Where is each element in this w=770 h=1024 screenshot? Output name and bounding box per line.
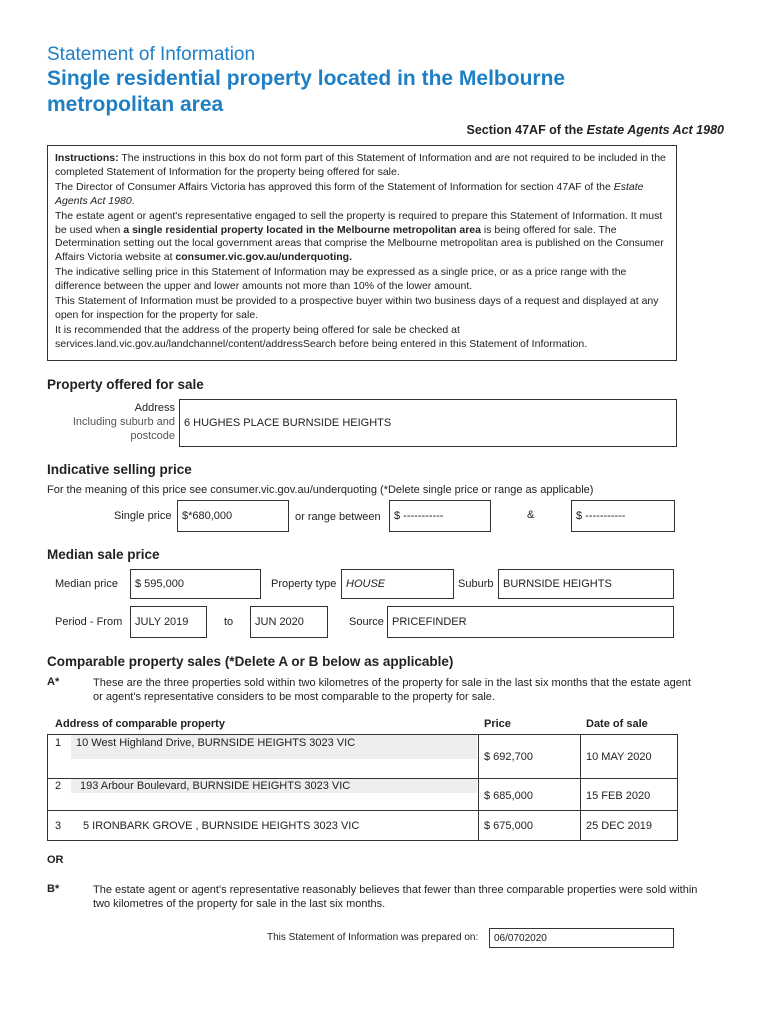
comparable-address-1[interactable]: 10 West Highland Drive, BURNSIDE HEIGHTS 3023 VIC — [76, 737, 356, 749]
range-ampersand: & — [527, 509, 535, 521]
range-high-field[interactable]: $ ----------- — [571, 500, 675, 532]
table-right-line — [677, 734, 678, 841]
property-address-field[interactable]: 6 HUGHES PLACE BURNSIDE HEIGHTS — [179, 399, 677, 447]
prepared-label: This Statement of Information was prepared on: — [267, 932, 479, 943]
option-a-text: These are the three properties sold within two kilometres of the property for sale in the last six months that the estate agent or agent's representative considers to be most comparable to the property for sale. — [93, 677, 691, 703]
comparable-price-2[interactable]: $ 685,000 — [484, 790, 533, 802]
suburb-label: Suburb — [458, 578, 494, 590]
indicative-note: For the meaning of this price see consumer.vic.gov.au/underquoting (*Delete single price or range as applicable) — [47, 484, 594, 496]
underquoting-link[interactable]: consumer.vic.gov.au/underquoting. — [175, 250, 352, 263]
table-left-line — [47, 734, 48, 841]
row-number: 1 — [55, 737, 62, 749]
comparable-price-1[interactable]: $ 692,700 — [484, 751, 533, 763]
comparable-heading: Comparable property sales (*Delete A or B below as applicable) — [47, 654, 454, 669]
instructions-approval: The Director of Consumer Affairs Victoria has approved this form of the Statement of Information for section 47AF of the Estate Agents Act 1980. — [55, 181, 644, 207]
source-label: Source — [349, 616, 384, 628]
or-label: OR — [47, 854, 64, 866]
form-subtitle: Statement of Information — [47, 44, 256, 65]
option-b-text: The estate agent or agent's representative reasonably believes that fewer than three comparable properties were sold within two kilometres of the property for sale in the last six months. — [93, 884, 698, 910]
instructions-usage: The estate agent or agent's representative engaged to sell the property is required to prepare this Statement of Information. It must be used when a single residential property located in the Melbourne metropolitan area is being offered for sale. The Determination setting out the local government areas that comprise the Melbourne metropolitan area is published on the Consumer Affairs Victoria website at consumer.vic.gov.au/underquoting. — [55, 210, 664, 263]
range-label: or range between — [295, 511, 381, 523]
table-col-line — [580, 734, 581, 841]
median-price-field[interactable]: $ 595,000 — [130, 569, 261, 599]
instructions-price: The indicative selling price in this Statement of Information may be expressed as a single price, or as a price range with the difference between the upper and lower amounts not more than 10% of the lower amount. — [55, 266, 627, 292]
table-row-line — [47, 810, 678, 811]
option-a-label: A* — [47, 676, 60, 688]
col-address-header: Address of comparable property — [55, 718, 225, 730]
period-to-label: to — [224, 616, 234, 628]
period-from-field[interactable]: JULY 2019 — [130, 606, 207, 638]
option-b-label: B* — [47, 883, 60, 895]
col-date-header: Date of sale — [586, 718, 648, 730]
comparable-date-2[interactable]: 15 FEB 2020 — [586, 790, 651, 802]
row-number: 2 — [55, 780, 62, 792]
prepared-date-field[interactable]: 06/0702020 — [489, 928, 674, 948]
table-col-line — [478, 734, 479, 841]
comparable-price-3[interactable]: $ 675,000 — [484, 820, 533, 832]
property-type-field[interactable]: HOUSE — [341, 569, 454, 599]
comparable-address-3[interactable]: 5 IRONBARK GROVE , BURNSIDE HEIGHTS 3023 VIC — [83, 820, 360, 832]
instructions-address-check: It is recommended that the address of the property being offered for sale be checked at services.land.vic.gov.au/landchannel/content/addressSearch before being entered in this Statement of Information. — [55, 324, 588, 350]
single-price-field[interactable]: $*680,000 — [177, 500, 289, 532]
period-to-field[interactable]: JUN 2020 — [250, 606, 328, 638]
section-reference: Section 47AF of the Estate Agents Act 1980 — [466, 123, 724, 137]
comparable-address-2[interactable]: 193 Arbour Boulevard, BURNSIDE HEIGHTS 3023 VIC — [80, 780, 351, 792]
single-price-label: Single price — [114, 510, 172, 522]
col-price-header: Price — [484, 718, 511, 730]
address-label: Address Including suburb and postcode — [72, 402, 175, 442]
property-type-label: Property type — [271, 578, 337, 590]
suburb-field[interactable]: BURNSIDE HEIGHTS — [498, 569, 674, 599]
instructions-intro: Instructions: The instructions in this box do not form part of this Statement of Information and are not required to be included in the completed Statement of Information for the property being offered for sale. — [55, 152, 666, 178]
source-field[interactable]: PRICEFINDER — [387, 606, 674, 638]
row-number: 3 — [55, 820, 62, 832]
comparable-date-3[interactable]: 25 DEC 2019 — [586, 820, 653, 832]
median-price-label: Median price — [55, 578, 118, 590]
median-heading: Median sale price — [47, 547, 160, 562]
range-low-field[interactable]: $ ----------- — [389, 500, 491, 532]
table-bottom-line — [47, 840, 678, 841]
comparable-date-1[interactable]: 10 MAY 2020 — [586, 751, 652, 763]
property-heading: Property offered for sale — [47, 377, 204, 392]
period-from-label: Period - From — [55, 616, 123, 628]
instructions-box — [47, 145, 677, 361]
page-title: Single residential property located in the Melbourne metropolitan area — [47, 67, 566, 116]
indicative-heading: Indicative selling price — [47, 462, 192, 477]
instructions-provision: This Statement of Information must be provided to a prospective buyer within two business days of a request and displayed at any open for inspection for the property for sale. — [55, 295, 659, 321]
